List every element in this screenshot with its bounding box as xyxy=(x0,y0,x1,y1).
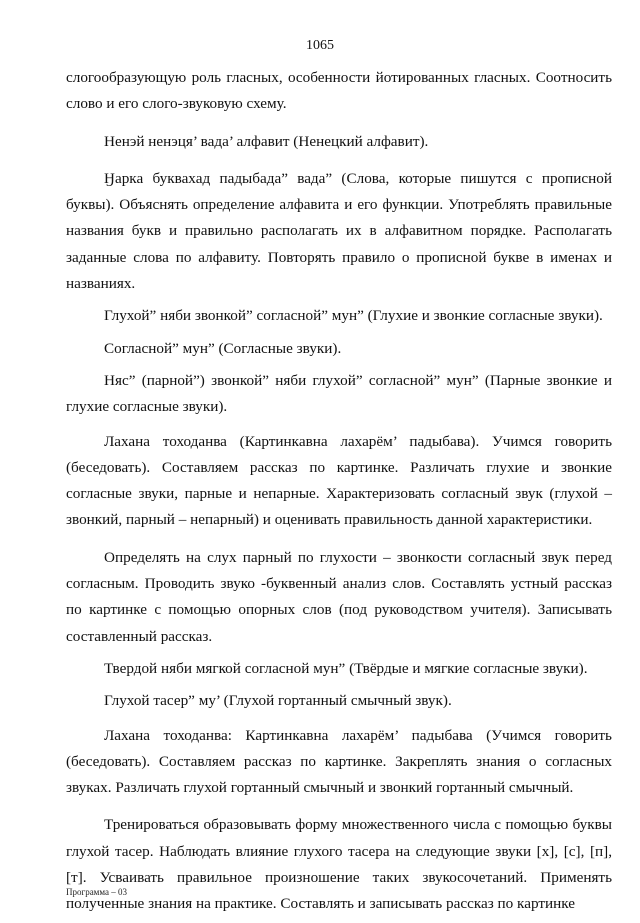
paragraph-glottal-stop-heading: Глухой тасер” му’ (Глухой гортанный смычный звук). xyxy=(104,692,452,710)
paragraph-sound-analysis: Определять на слух парный по глухости – звонкости согласный звук перед согласным. Проводить звуко -буквенный анализ слов. Составлять устный рассказ по картинке с помощью опорных слов (под руководством учителя). Записывать составленный рассказ. xyxy=(66,548,612,645)
paragraph-consonants-heading: Согласной” мун” (Согласные звуки). xyxy=(104,339,342,357)
paragraph-glottal-picture-story: Лахана тоходанва: Картинкавна лахарём’ падыбава (Учимся говорить (беседовать). Составляем рассказ по картинке. Закреплять знания о согласных звуках. Различать глухой гортанный смычный и звонкий гортанный смычный. xyxy=(66,726,612,797)
page-footer: Программа – 03 xyxy=(66,887,128,897)
paragraph-voiced-voiceless-heading: Глухой” няби звонкой” согласной” мун” (Глухие и звонкие согласные звуки). xyxy=(104,307,603,325)
paragraph-capital-letters: Ӈарка буквахад падыбада” вада” (Слова, которые пишутся с прописной буквы). Объяснять определение алфавита и его функции. Употреблять правильные названия букв и правильно располагать их в алфавитном порядке. Располагать заданные слова по алфавиту. Повторять правило о прописной букве в именах и названиях. xyxy=(66,169,612,293)
paragraph-picture-story: Лахана тоходанва (Картинкавна лахарём’ падыбава). Учимся говорить (беседовать). Составляем рассказ по картинке. Различать глухие и звонкие согласные звуки, парные и непарные. Характеризовать согласный звук (глухой – звонкий, парный – непарный) и оценивать правильность данной характеристики. xyxy=(66,432,612,529)
paragraph-hard-soft-heading: Твердой няби мягкой согласной мун” (Твёрдые и мягкие согласные звуки). xyxy=(104,659,588,677)
page-number: 1065 xyxy=(306,38,334,53)
paragraph-alphabet-heading: Ненэй ненэця’ вада’ алфавит (Ненецкий алфавит). xyxy=(104,132,429,150)
paragraph-paired-consonants-heading: Няс” (парной”) звонкой” няби глухой” согласной” мун” (Парные звонкие и глухие согласные звуки). xyxy=(66,371,612,416)
document-body xyxy=(66,65,612,918)
paragraph-plural-practice: Тренироваться образовывать форму множественного числа с помощью буквы глухой тасер. Наблюдать влияние глухого тасера на следующие звуки [х], [с], [п], [т]. Усваивать правильное произношение таких звукосочетаний. Применять полученные знания на практике. Составлять и записывать рассказ по картинке xyxy=(66,816,612,913)
paragraph-continuation: слогообразующую роль гласных, особенности йотированных гласных. Соотносить слово и его слого-звуковую схему. xyxy=(66,69,612,113)
